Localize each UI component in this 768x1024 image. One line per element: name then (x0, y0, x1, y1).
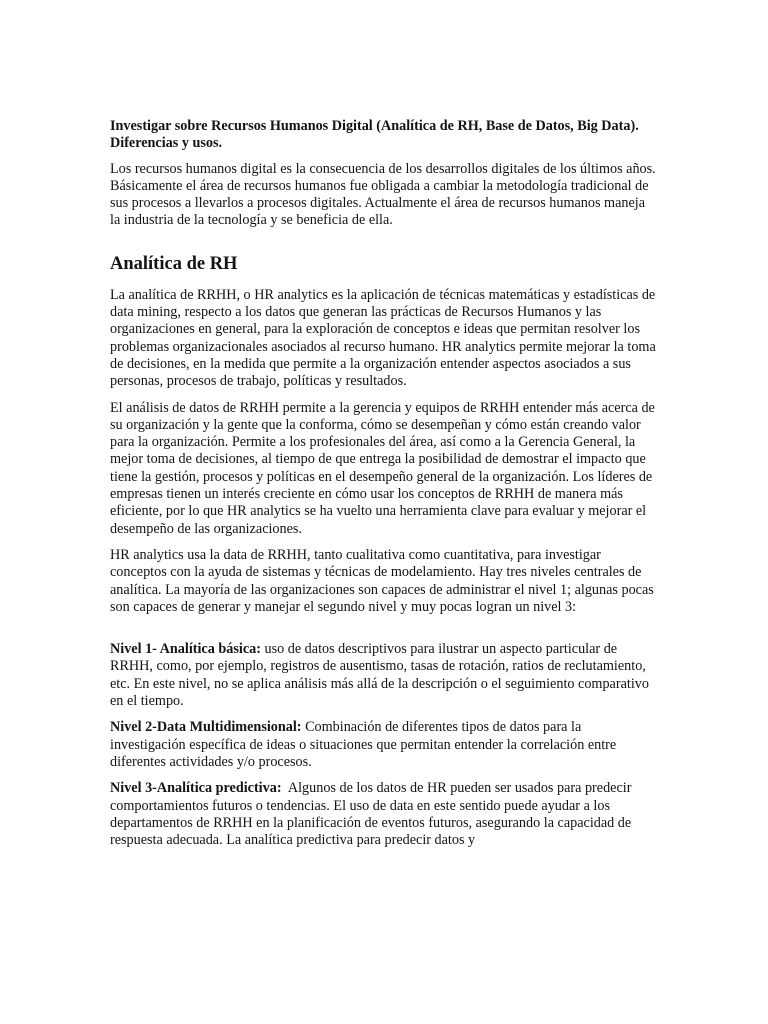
section-heading: Analítica de RH (110, 253, 238, 274)
level-3-paragraph (110, 780, 658, 849)
document-body (110, 118, 658, 858)
level-2-text: Combinación de diferentes tipos de datos para la investigación específica de ideas o situaciones que permitan entender la correlación entre diferentes actividades y/o procesos. (110, 719, 617, 770)
document-title: Investigar sobre Recursos Humanos Digital (Analítica de RH, Base de Datos, Big Data). Diferencias y usos. (110, 118, 639, 152)
level-3-text: Algunos de los datos de HR pueden ser usados para predecir comportamientos futuros o tendencias. El uso de data en este sentido puede ayudar a los departamentos de RRHH en la planificación de eventos futuros, asegurando la capacidad de respuesta adecuada. La analítica predictiva para predecir datos y (110, 780, 635, 849)
intro-paragraph: Los recursos humanos digital es la consecuencia de los desarrollos digitales de los últimos años. Básicamente el área de recursos humanos fue obligada a cambiar la metodología tradicional de sus procesos a llevarlos a procesos digitales. Actualmente el área de recursos humanos maneja la industria de la tecnología y se beneficia de ella. (110, 160, 656, 229)
level-1-paragraph (110, 641, 658, 710)
level-2-paragraph (110, 719, 658, 771)
level-1-label: Nivel 1- Analítica básica: (110, 641, 261, 658)
paragraph: El análisis de datos de RRHH permite a la gerencia y equipos de RRHH entender más acerca de su organización y la gente que la conforma, cómo se desempeñan y cómo están creando valor para la organización. Permite a los profesionales del área, así como a la Gerencia General, la mejor toma de decisiones, al tiempo de que entrega la posibilidad de demostrar el impacto que tiene la gestión, procesos y políticas en el desempeño general de la organización. Los líderes de empresas tienen un interés creciente en cómo usar los conceptos de RRHH de manera más eficiente, por lo que HR analytics se ha vuelto una herramienta clave para evaluar y mejorar el desempeño de las organizaciones. (110, 399, 655, 537)
level-3-label: Nivel 3-Analítica predictiva: (110, 780, 282, 797)
spacer (110, 625, 658, 641)
paragraph: La analítica de RRHH, o HR analytics es la aplicación de técnicas matemáticas y estadísticas de data mining, respecto a los datos que generan las prácticas de Recursos Humanos y las organizaciones en general, para la exploración de conceptos e ideas que permitan resolver los problemas organizacionales asociados al recurso humano. HR analytics permite mejorar la toma de decisiones, en la medida que permite a la organización entender aspectos asociados a sus personas, procesos de trabajo, políticas y resultados. (110, 286, 656, 390)
paragraph: HR analytics usa la data de RRHH, tanto cualitativa como cuantitativa, para investigar conceptos con la ayuda de sistemas y técnicas de modelamiento. Hay tres niveles centrales de analítica. La mayoría de las organizaciones son capaces de administrar el nivel 1; algunas pocas son capaces de generar y manejar el segundo nivel y muy pocas logran un nivel 3: (110, 546, 654, 615)
level-2-label: Nivel 2-Data Multidimensional: (110, 719, 302, 736)
level-1-text: uso de datos descriptivos para ilustrar un aspecto particular de RRHH, como, por ejemplo, registros de ausentismo, tasas de rotación, ratios de reclutamiento, etc. En este nivel, no se aplica análisis más allá de la descripción o el seguimiento comparativo en el tiempo. (110, 641, 649, 710)
